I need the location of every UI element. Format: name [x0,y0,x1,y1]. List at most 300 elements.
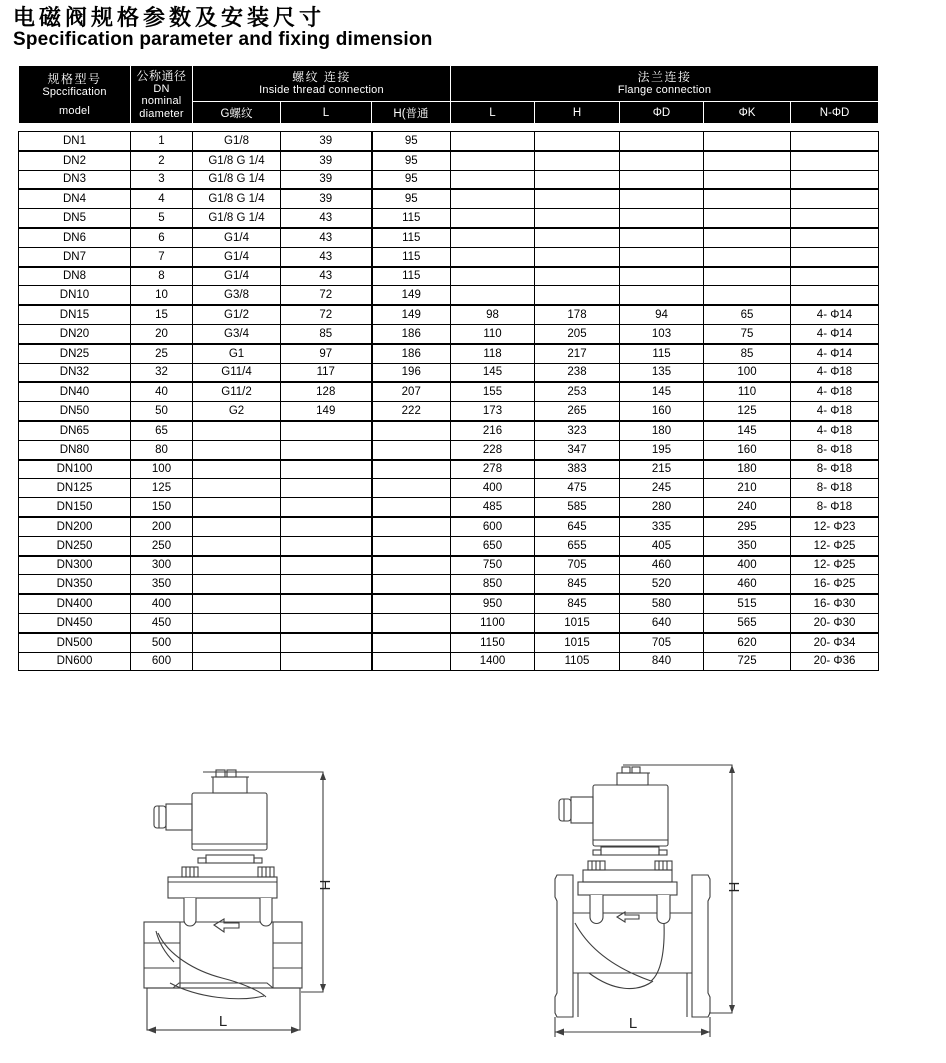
table-cell [372,517,451,536]
header-line: 规格型号 [47,72,102,86]
header-line: Inside thread connection [259,84,384,97]
table-cell: DN10 [19,286,131,305]
table-cell: 323 [535,421,620,440]
table-cell: 50 [131,402,193,421]
header-line: diameter [139,107,184,120]
table-row [19,575,879,594]
table-cell [791,151,879,170]
table-cell: 39 [281,189,372,208]
flange-left [555,875,573,1017]
cable-connector [571,797,593,823]
table-cell: 8 [131,267,193,286]
bolt-hanger [657,895,670,924]
col-header-model [19,66,131,124]
flow-arrow-icon [214,919,239,932]
col-header-flange-nd: N-ΦD [791,102,879,124]
table-cell: 16- Φ30 [791,594,879,613]
table-cell: 475 [535,479,620,498]
table-cell: 950 [451,594,535,613]
header-line: model [59,104,90,117]
table-cell [281,633,372,652]
table-cell: 186 [372,344,451,363]
table-cell: 405 [620,536,704,555]
table-cell: 216 [451,421,535,440]
table-row [19,189,879,208]
table-cell [451,286,535,305]
page-title-chinese: 电磁阀规格参数及安装尺寸 [13,5,326,30]
col-header-flange-h: H [535,102,620,124]
table-cell: 620 [704,633,791,652]
table-row [19,151,879,170]
table-cell: 145 [620,382,704,401]
table-cell: G2 [193,402,281,421]
bonnet-plate [168,877,277,898]
table-cell: 4- Φ18 [791,363,879,382]
table-cell: 195 [620,440,704,459]
table-cell [281,498,372,517]
table-cell: 115 [372,228,451,247]
table-cell: 1150 [451,633,535,652]
table-cell: DN7 [19,247,131,266]
table-cell: 1015 [535,613,620,632]
table-cell [620,209,704,228]
table-cell: DN1 [19,132,131,151]
table-cell: 600 [131,652,193,671]
table-cell [535,151,620,170]
table-cell: 85 [281,324,372,343]
table-cell [704,286,791,305]
table-cell: DN32 [19,363,131,382]
coil-body [593,785,668,846]
connector-cap [559,799,571,821]
table-cell: 75 [704,324,791,343]
col-header-flange-l: L [451,102,535,124]
table-cell [372,440,451,459]
table-cell: 150 [131,498,193,517]
table-cell: 43 [281,209,372,228]
table-cell: 3 [131,170,193,189]
table-cell [281,517,372,536]
dim-arrow-right [701,1029,710,1036]
table-cell [193,536,281,555]
table-cell: 149 [372,286,451,305]
table-cell: DN5 [19,209,131,228]
table-cell: 110 [704,382,791,401]
table-cell: 40 [131,382,193,401]
spec-table-header [18,65,879,124]
table-row [19,228,879,247]
table-cell [372,633,451,652]
h-dimension-label: H [316,879,333,891]
table-cell [620,247,704,266]
table-cell [281,613,372,632]
table-cell: 115 [372,209,451,228]
table-cell: 196 [372,363,451,382]
pipe-end-right [273,922,302,988]
table-cell: 705 [535,556,620,575]
table-cell: 645 [535,517,620,536]
table-cell: 228 [451,440,535,459]
table-cell: 20- Φ36 [791,652,879,671]
table-cell [193,556,281,575]
table-cell: 160 [704,440,791,459]
table-cell: DN8 [19,267,131,286]
table-cell: 205 [535,324,620,343]
header-line: 螺纹 连接 [292,70,351,85]
dim-arrow-right [291,1027,300,1034]
table-cell: 222 [372,402,451,421]
table-cell: 750 [451,556,535,575]
yoke [206,855,254,863]
table-row [19,421,879,440]
table-cell: 43 [281,267,372,286]
table-cell: 200 [131,517,193,536]
table-cell [372,652,451,671]
table-cell [193,440,281,459]
spec-table [18,131,879,671]
table-cell: 118 [451,344,535,363]
table-cell [620,267,704,286]
table-row [19,382,879,401]
header-line: Spccification [42,86,107,98]
table-cell: 238 [535,363,620,382]
table-cell: 4 [131,189,193,208]
table-cell [791,132,879,151]
table-cell: 650 [451,536,535,555]
table-cell [281,652,372,671]
table-cell: 110 [451,324,535,343]
table-cell [620,189,704,208]
table-cell [791,247,879,266]
table-cell [281,556,372,575]
table-cell: 705 [620,633,704,652]
table-row [19,305,879,324]
table-cell: DN400 [19,594,131,613]
table-cell: 5 [131,209,193,228]
col-header-flange-k: ΦK [704,102,791,124]
table-cell: 4- Φ18 [791,382,879,401]
table-cell [193,613,281,632]
table-cell [791,286,879,305]
table-cell: DN450 [19,613,131,632]
table-cell: 450 [131,613,193,632]
table-cell [193,594,281,613]
coil-screw [622,767,630,773]
coil-screw [216,770,225,777]
table-cell: DN15 [19,305,131,324]
table-cell: DN6 [19,228,131,247]
table-cell: 300 [131,556,193,575]
group-header-flange [451,66,879,102]
table-cell: 95 [372,189,451,208]
table-cell: DN4 [19,189,131,208]
table-cell [281,594,372,613]
table-cell: 20- Φ30 [791,613,879,632]
table-cell: 10 [131,286,193,305]
table-cell [704,151,791,170]
table-cell [620,132,704,151]
table-cell: 845 [535,594,620,613]
table-cell [193,652,281,671]
table-cell: 39 [281,170,372,189]
table-cell: 2 [131,151,193,170]
table-cell: 128 [281,382,372,401]
table-cell [791,170,879,189]
table-cell: 350 [131,575,193,594]
table-cell: G1/4 [193,267,281,286]
table-cell: 265 [535,402,620,421]
table-cell [704,132,791,151]
table-cell [535,189,620,208]
table-cell: 145 [451,363,535,382]
table-cell [281,479,372,498]
table-cell: DN250 [19,536,131,555]
coil-cap [213,777,247,793]
table-cell: 39 [281,151,372,170]
table-row [19,536,879,555]
table-cell [451,170,535,189]
l-dimension-label: L [628,1015,638,1032]
table-cell: 400 [704,556,791,575]
header-line: nominal [141,95,182,108]
table-cell [704,247,791,266]
table-cell: 160 [620,402,704,421]
table-cell: 7 [131,247,193,266]
table-cell: 20- Φ34 [791,633,879,652]
bolt-hanger [590,895,603,924]
table-cell [281,536,372,555]
table-cell: DN150 [19,498,131,517]
table-cell: DN65 [19,421,131,440]
table-cell: 149 [281,402,372,421]
table-cell [535,209,620,228]
table-cell: 103 [620,324,704,343]
col-header-g-thread: G螺纹 [193,102,281,124]
col-header-dn [131,66,193,124]
table-cell [193,460,281,479]
table-cell [620,286,704,305]
table-cell: 520 [620,575,704,594]
table-cell: G1/8 [193,132,281,151]
table-cell [281,421,372,440]
table-cell: 95 [372,170,451,189]
table-cell: 145 [704,421,791,440]
dim-arrow-down [320,984,326,992]
table-row [19,556,879,575]
table-cell [451,267,535,286]
table-cell: DN200 [19,517,131,536]
table-cell: 565 [704,613,791,632]
table-cell: DN350 [19,575,131,594]
table-cell: 180 [620,421,704,440]
table-cell: 240 [704,498,791,517]
table-cell: 217 [535,344,620,363]
table-cell: 335 [620,517,704,536]
bonnet-plate [583,870,672,882]
table-cell: G1/8 G 1/4 [193,170,281,189]
table-cell: 115 [620,344,704,363]
table-cell: 43 [281,247,372,266]
bolt-hanger [184,898,196,926]
table-cell [193,517,281,536]
table-cell: 1100 [451,613,535,632]
table-cell [791,228,879,247]
table-cell: G1 [193,344,281,363]
yoke [601,847,659,855]
header-line: Flange connection [617,84,712,97]
table-row [19,267,879,286]
table-cell: 850 [451,575,535,594]
table-cell: 100 [131,460,193,479]
table-cell: DN80 [19,440,131,459]
table-cell: 4- Φ14 [791,305,879,324]
table-cell [535,170,620,189]
table-cell: 250 [131,536,193,555]
table-cell [704,209,791,228]
spec-table-body [19,132,879,671]
table-cell: G1/8 G 1/4 [193,189,281,208]
table-cell: 32 [131,363,193,382]
table-cell: 400 [451,479,535,498]
table-cell: 15 [131,305,193,324]
table-cell: 4- Φ18 [791,402,879,421]
table-row [19,460,879,479]
table-cell [451,132,535,151]
table-cell: 460 [704,575,791,594]
table-cell [451,189,535,208]
table-row [19,613,879,632]
table-cell: 155 [451,382,535,401]
coil-body [192,793,267,850]
table-cell: DN25 [19,344,131,363]
coil-screw [227,770,236,777]
table-cell: 1 [131,132,193,151]
page-title-english: Specification parameter and fixing dimension [13,29,433,50]
table-cell [535,228,620,247]
table-cell [372,575,451,594]
table-cell: 178 [535,305,620,324]
table-cell: 25 [131,344,193,363]
table-cell: 6 [131,228,193,247]
table-cell [451,209,535,228]
table-cell: 12- Φ25 [791,536,879,555]
table-cell: 85 [704,344,791,363]
table-cell: 840 [620,652,704,671]
col-header-flange-d: ΦD [620,102,704,124]
table-cell: G3/4 [193,324,281,343]
header-line: 公称通径 [136,68,187,83]
connector-cap [154,806,166,828]
table-cell [193,479,281,498]
table-cell [704,189,791,208]
table-cell: G11/4 [193,363,281,382]
table-row [19,440,879,459]
col-header-thread-h: H(普通 [372,102,451,124]
table-cell: 725 [704,652,791,671]
table-cell: 135 [620,363,704,382]
table-cell: 1105 [535,652,620,671]
table-row [19,517,879,536]
threaded-valve-drawing [70,755,335,1045]
table-cell: DN500 [19,633,131,652]
table-cell [451,228,535,247]
table-cell: 149 [372,305,451,324]
table-cell: 98 [451,305,535,324]
table-cell: 845 [535,575,620,594]
table-row [19,170,879,189]
table-row [19,498,879,517]
table-cell: 72 [281,286,372,305]
table-cell: DN20 [19,324,131,343]
table-cell: G1/4 [193,247,281,266]
table-cell: 20 [131,324,193,343]
table-cell: 95 [372,151,451,170]
table-cell: DN50 [19,402,131,421]
table-row [19,652,879,671]
table-cell [193,633,281,652]
group-header-thread [193,66,451,102]
table-cell: 500 [131,633,193,652]
table-cell: 600 [451,517,535,536]
table-cell: DN600 [19,652,131,671]
table-cell: 97 [281,344,372,363]
dim-arrow-up [320,772,326,780]
table-cell: 245 [620,479,704,498]
table-cell: 125 [704,402,791,421]
table-cell [281,575,372,594]
table-cell: 8- Φ18 [791,498,879,517]
table-row [19,594,879,613]
table-cell: 8- Φ18 [791,479,879,498]
table-cell: 580 [620,594,704,613]
table-row [19,286,879,305]
table-cell: 295 [704,517,791,536]
table-cell: 655 [535,536,620,555]
table-cell: 186 [372,324,451,343]
table-cell: 585 [535,498,620,517]
table-cell [535,132,620,151]
table-row [19,633,879,652]
table-cell: 180 [704,460,791,479]
table-cell: DN125 [19,479,131,498]
table-cell: 173 [451,402,535,421]
table-cell: 253 [535,382,620,401]
table-cell [704,228,791,247]
table-cell: 16- Φ25 [791,575,879,594]
table-cell: 8- Φ18 [791,440,879,459]
table-cell: G1/4 [193,228,281,247]
table-cell: 383 [535,460,620,479]
bonnet-plate [578,882,677,895]
table-cell: 207 [372,382,451,401]
table-cell [372,556,451,575]
table-cell: 115 [372,267,451,286]
table-row [19,132,879,151]
table-cell: G1/8 G 1/4 [193,209,281,228]
header-line: 法兰连接 [637,70,692,85]
table-cell [704,267,791,286]
table-cell: 1015 [535,633,620,652]
table-row [19,363,879,382]
bolt-hanger [260,898,272,926]
table-cell: G1/8 G 1/4 [193,151,281,170]
table-cell [620,228,704,247]
table-cell [372,536,451,555]
dim-arrow-left [555,1029,564,1036]
dim-arrow-up [729,765,735,773]
table-cell: 95 [372,132,451,151]
table-cell: 125 [131,479,193,498]
